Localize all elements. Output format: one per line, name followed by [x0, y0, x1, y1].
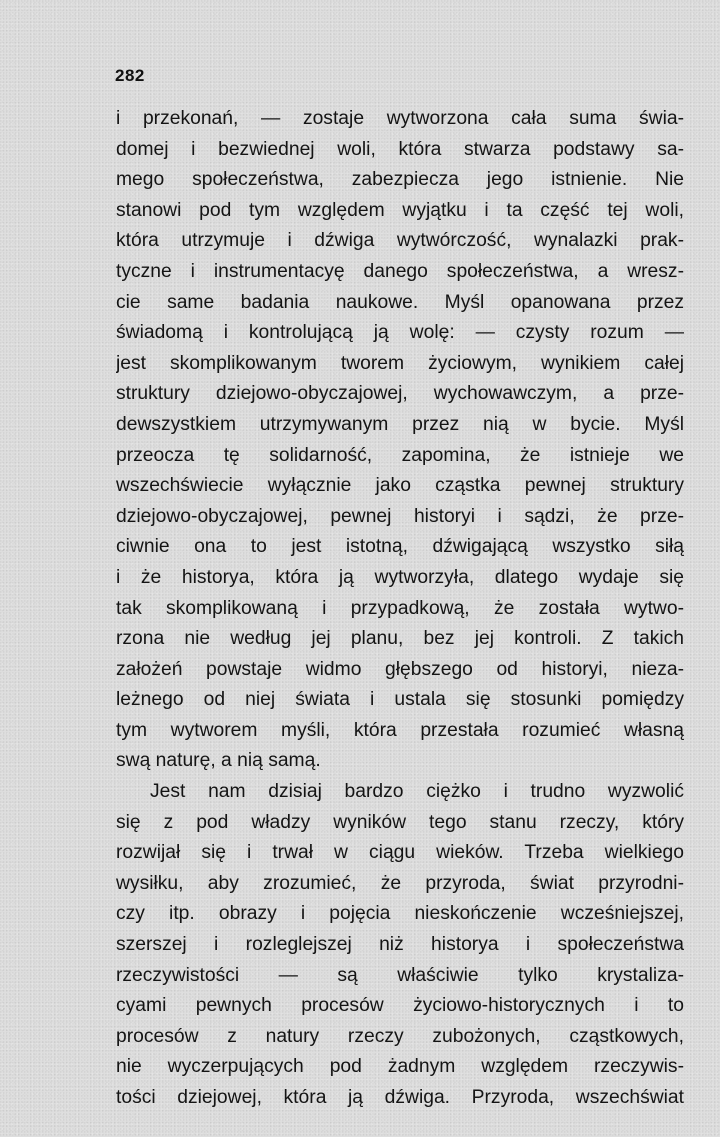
text-line: rzona nie według jej planu, bez jej kontroli. Z takich [116, 628, 684, 650]
text-line: szerszej i rozleglejszej niż historya i społeczeństwa [116, 934, 684, 956]
text-line: cie same badania naukowe. Myśl opanowana przez [116, 291, 684, 313]
text-line: dewszystkiem utrzymywanym przez nią w bycie. Myśl [116, 413, 684, 435]
text-line: dziejowo-obyczajowej, pewnej historyi i sądzi, że prze- [116, 505, 684, 527]
text-line: założeń powstaje widmo głębszego od historyi, nieza- [116, 658, 684, 680]
text-line: rozwijał się i trwał w ciągu wieków. Trzeba wielkiego [116, 842, 684, 864]
text-line: rzeczywistości — są właściwie tylko krystaliza- [116, 964, 684, 986]
text-line: tym wytworem myśli, która przestała rozumieć własną [116, 719, 684, 741]
body-text [116, 104, 684, 1114]
text-line: nie wyczerpujących pod żadnym względem rzeczywis- [116, 1056, 684, 1078]
text-line: i przekonań, — zostaje wytworzona cała suma świa- [116, 108, 684, 129]
text-line: czy itp. obrazy i pojęcia nieskończenie wcześniejszej, [116, 903, 684, 925]
text-line: przeocza tę solidarność, zapomina, że istnieje we [116, 444, 684, 466]
text-line: ciwnie ona to jest istotną, dźwigającą wszystko siłą [116, 536, 684, 558]
text-line: domej i bezwiednej woli, która stwarza podstawy sa- [116, 138, 684, 160]
text-line: cyami pewnych procesów życiowo-historycznych i to [116, 995, 684, 1017]
text-line: tak skomplikowaną i przypadkową, że została wytwo- [116, 597, 684, 619]
text-line: struktury dziejowo-obyczajowej, wychowawczym, a prze- [116, 383, 684, 405]
page-number: 282 [115, 66, 145, 85]
text-line: i że historya, która ją wytworzyła, dlatego wydaje się [116, 566, 684, 588]
paragraph-end-line: swą naturę, a nią samą. [116, 750, 321, 772]
text-line: leżnego od niej świata i ustala się stosunki pomiędzy [116, 689, 684, 711]
text-line: procesów z natury rzeczy zubożonych, cząstkowych, [116, 1025, 684, 1047]
paragraph-start-line: Jest nam dzisiaj bardzo ciężko i trudno wyzwolić [150, 781, 684, 803]
text-line: wszechświecie wyłącznie jako cząstka pewnej struktury [116, 475, 684, 497]
text-line: stanowi pod tym względem wyjątku i ta część tej woli, [116, 199, 684, 221]
text-line: tości dziejowej, która ją dźwiga. Przyroda, wszechświat [116, 1087, 684, 1108]
text-line: mego społeczeństwa, zabezpiecza jego istnienie. Nie [116, 169, 684, 191]
text-line: która utrzymuje i dźwiga wytwórczość, wynalazki prak- [116, 230, 684, 252]
text-line: się z pod władzy wyników tego stanu rzeczy, który [116, 811, 684, 833]
text-line: świadomą i kontrolującą ją wolę: — czysty rozum — [116, 322, 684, 344]
text-line: wysiłku, aby zrozumieć, że przyroda, świat przyrodni- [116, 872, 684, 894]
text-line: tyczne i instrumentacyę danego społeczeństwa, a wresz- [116, 260, 684, 282]
text-line: jest skomplikowanym tworem życiowym, wynikiem całej [116, 352, 684, 374]
